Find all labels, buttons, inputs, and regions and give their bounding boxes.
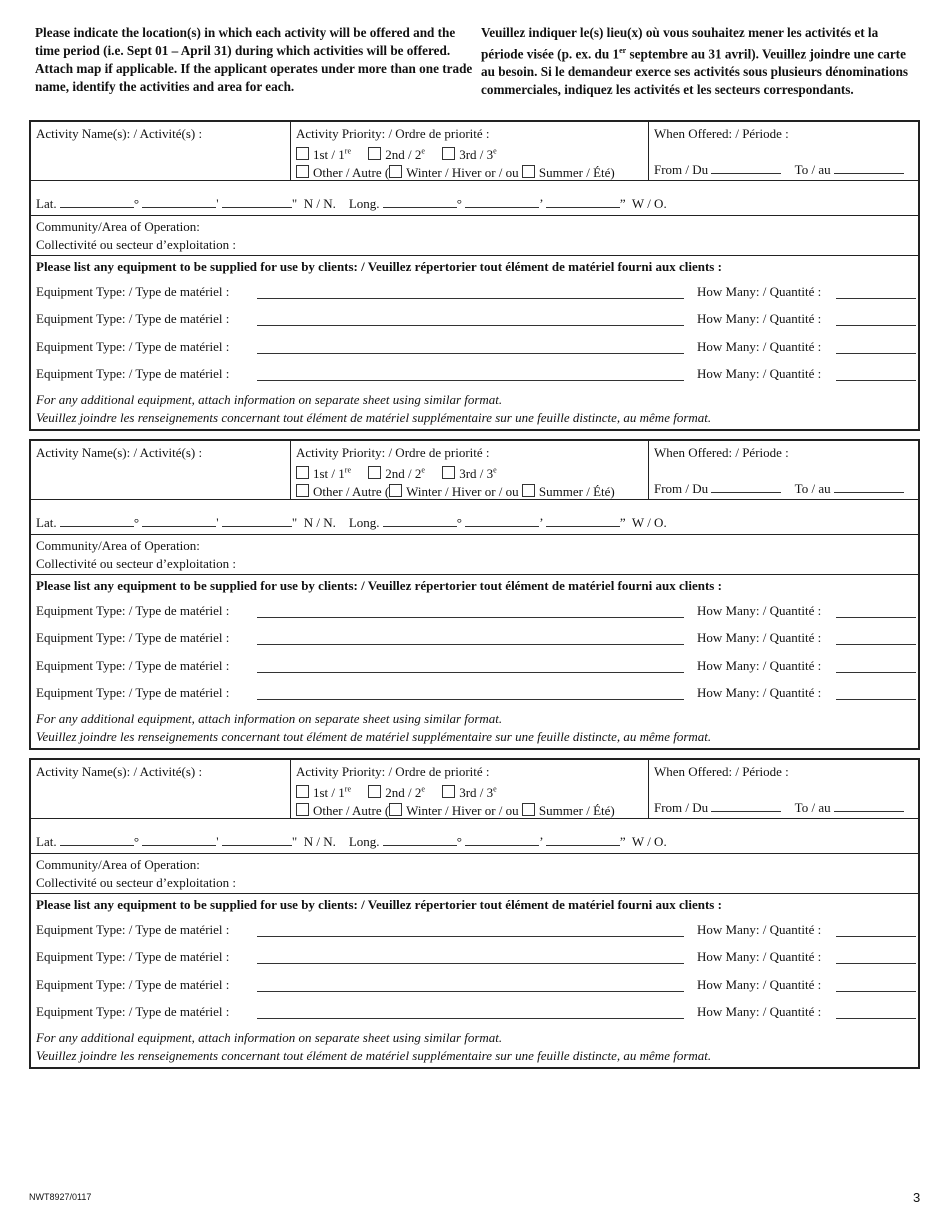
coordinates-row: Lat. ° ' " N / N. Long. ° ’ ” W / O. xyxy=(31,181,918,216)
summer-checkbox[interactable] xyxy=(522,484,535,497)
long-deg-field[interactable] xyxy=(383,844,457,846)
long-min-field[interactable] xyxy=(465,844,539,846)
lat-min-field[interactable] xyxy=(142,844,216,846)
quantity-field[interactable] xyxy=(836,963,916,964)
equipment-section: Please list any equipment to be supplied for use by clients: / Veuillez répertorier tout élément de matériel fourni aux clients : Equipment Type: / Type de matériel : How Many: / Quantité : Equipment Type: / Type de matériel : How Many: / Quantité : Equipment Type: / Type de matériel : How Many: / Quantité : Equipment Type: / Type de matériel : How Many: / Quantité : For any additional equipment, attach information on separate sheet using similar format. Veuillez joindre les renseignements concernant tout élément de matériel supplémentaire sur une feuille distincte, au même format. xyxy=(31,894,918,1067)
priority-first-checkbox[interactable] xyxy=(296,785,309,798)
long-min-field[interactable] xyxy=(465,206,539,208)
priority-second-checkbox[interactable] xyxy=(368,466,381,479)
long-deg-field[interactable] xyxy=(383,206,457,208)
equipment-row: Equipment Type: / Type de matériel : How Many: / Quantité : xyxy=(36,276,913,303)
long-sec-field[interactable] xyxy=(546,525,620,527)
equipment-row: Equipment Type: / Type de matériel : How Many: / Quantité : xyxy=(36,941,913,968)
quantity-field[interactable] xyxy=(836,298,916,299)
winter-checkbox[interactable] xyxy=(389,484,402,497)
priority-second-checkbox[interactable] xyxy=(368,147,381,160)
when-offered-cell: When Offered: / Période : From / Du To / au xyxy=(649,441,920,499)
equipment-row: Equipment Type: / Type de matériel : How Many: / Quantité : xyxy=(36,595,913,622)
summer-checkbox[interactable] xyxy=(522,803,535,816)
equipment-type-field[interactable] xyxy=(257,644,684,645)
priority-third-checkbox[interactable] xyxy=(442,466,455,479)
form-code: NWT8927/0117 xyxy=(29,1192,92,1202)
equipment-type-field[interactable] xyxy=(257,991,684,992)
equipment-type-field[interactable] xyxy=(257,963,684,964)
to-date-field[interactable] xyxy=(834,172,904,174)
activity-block-3 xyxy=(29,758,920,1069)
to-date-field[interactable] xyxy=(834,810,904,812)
equipment-type-field[interactable] xyxy=(257,617,684,618)
activity-name-field[interactable]: Activity Name(s): / Activité(s) : xyxy=(31,441,291,499)
equipment-type-field[interactable] xyxy=(257,699,684,700)
equipment-type-field[interactable] xyxy=(257,353,684,354)
equipment-section: Please list any equipment to be supplied for use by clients: / Veuillez répertorier tout élément de matériel fourni aux clients : Equipment Type: / Type de matériel : How Many: / Quantité : Equipment Type: / Type de matériel : How Many: / Quantité : Equipment Type: / Type de matériel : How Many: / Quantité : Equipment Type: / Type de matériel : How Many: / Quantité : For any additional equipment, attach information on separate sheet using similar format. Veuillez joindre les renseignements concernant tout élément de matériel supplémentaire sur une feuille distincte, au même format. xyxy=(31,256,918,429)
activity-priority-cell: Activity Priority: / Ordre de priorité : 1st / 1re 2nd / 2e 3rd / 3e Other / Autre ( Winter / Hiver or / ou Summer / Été) xyxy=(291,760,649,818)
quantity-field[interactable] xyxy=(836,325,916,326)
quantity-field[interactable] xyxy=(836,617,916,618)
equipment-type-field[interactable] xyxy=(257,325,684,326)
quantity-field[interactable] xyxy=(836,991,916,992)
coordinates-row: Lat. ° ' " N / N. Long. ° ’ ” W / O. xyxy=(31,500,918,535)
quantity-field[interactable] xyxy=(836,1018,916,1019)
from-date-field[interactable] xyxy=(711,491,781,493)
activity-priority-cell: Activity Priority: / Ordre de priorité : 1st / 1re 2nd / 2e 3rd / 3e Other / Autre ( Winter / Hiver or / ou Summer / Été) xyxy=(291,441,649,499)
winter-checkbox[interactable] xyxy=(389,803,402,816)
community-field[interactable]: Community/Area of Operation: Collectivité ou secteur d’exploitation : xyxy=(31,854,918,894)
activity-name-field[interactable]: Activity Name(s): / Activité(s) : xyxy=(31,760,291,818)
quantity-field[interactable] xyxy=(836,672,916,673)
activity-priority-cell: Activity Priority: / Ordre de priorité : 1st / 1re 2nd / 2e 3rd / 3e Other / Autre ( Winter / Hiver or / ou Summer / Été) xyxy=(291,122,649,180)
quantity-field[interactable] xyxy=(836,699,916,700)
activity-block-2 xyxy=(29,439,920,750)
lat-min-field[interactable] xyxy=(142,206,216,208)
equipment-type-field[interactable] xyxy=(257,298,684,299)
equipment-row: Equipment Type: / Type de matériel : How Many: / Quantité : xyxy=(36,677,913,704)
winter-checkbox[interactable] xyxy=(389,165,402,178)
priority-third-checkbox[interactable] xyxy=(442,785,455,798)
long-min-field[interactable] xyxy=(465,525,539,527)
lat-deg-field[interactable] xyxy=(60,844,134,846)
coordinates-row: Lat. ° ' " N / N. Long. ° ’ ” W / O. xyxy=(31,819,918,854)
additional-equipment-note: For any additional equipment, attach information on separate sheet using similar format. Veuillez joindre les renseignements concernant tout élément de matériel supplémentaire sur une feuille distincte, au même format. xyxy=(36,711,712,745)
equipment-row: Equipment Type: / Type de matériel : How Many: / Quantité : xyxy=(36,996,913,1023)
additional-equipment-note: For any additional equipment, attach information on separate sheet using similar format. Veuillez joindre les renseignements concernant tout élément de matériel supplémentaire sur une feuille distincte, au même format. xyxy=(36,1030,712,1064)
lat-deg-field[interactable] xyxy=(60,525,134,527)
long-sec-field[interactable] xyxy=(546,844,620,846)
equipment-row: Equipment Type: / Type de matériel : How Many: / Quantité : xyxy=(36,358,913,385)
page-number: 3 xyxy=(913,1190,921,1205)
equipment-type-field[interactable] xyxy=(257,936,684,937)
equipment-row: Equipment Type: / Type de matériel : How Many: / Quantité : xyxy=(36,914,913,941)
priority-third-checkbox[interactable] xyxy=(442,147,455,160)
intro-french: Veuillez indiquer le(s) lieu(x) où vous souhaitez mener les activités et la période visée (p. ex. du 1er septembre au 31 avril). Veuillez joindre une carte au besoin. Si le demandeur exerce ses activités sous plusieurs dénominations commerciales, indiquez les activités et les secteurs correspondants. xyxy=(481,25,909,98)
activity-name-field[interactable]: Activity Name(s): / Activité(s) : xyxy=(31,122,291,180)
equipment-type-field[interactable] xyxy=(257,1018,684,1019)
when-offered-cell: When Offered: / Période : From / Du To / au xyxy=(649,122,920,180)
equipment-row: Equipment Type: / Type de matériel : How Many: / Quantité : xyxy=(36,650,913,677)
equipment-row: Equipment Type: / Type de matériel : How Many: / Quantité : xyxy=(36,331,913,358)
equipment-row: Equipment Type: / Type de matériel : How Many: / Quantité : xyxy=(36,969,913,996)
community-field[interactable]: Community/Area of Operation: Collectivité ou secteur d’exploitation : xyxy=(31,216,918,256)
when-offered-cell: When Offered: / Période : From / Du To / au xyxy=(649,760,920,818)
summer-checkbox[interactable] xyxy=(522,165,535,178)
from-date-field[interactable] xyxy=(711,172,781,174)
lat-sec-field[interactable] xyxy=(222,844,292,846)
quantity-field[interactable] xyxy=(836,936,916,937)
equipment-row: Equipment Type: / Type de matériel : How Many: / Quantité : xyxy=(36,303,913,330)
equipment-section: Please list any equipment to be supplied for use by clients: / Veuillez répertorier tout élément de matériel fourni aux clients : Equipment Type: / Type de matériel : How Many: / Quantité : Equipment Type: / Type de matériel : How Many: / Quantité : Equipment Type: / Type de matériel : How Many: / Quantité : Equipment Type: / Type de matériel : How Many: / Quantité : For any additional equipment, attach information on separate sheet using similar format. Veuillez joindre les renseignements concernant tout élément de matériel supplémentaire sur une feuille distincte, au même format. xyxy=(31,575,918,748)
from-date-field[interactable] xyxy=(711,810,781,812)
quantity-field[interactable] xyxy=(836,380,916,381)
equipment-row: Equipment Type: / Type de matériel : How Many: / Quantité : xyxy=(36,622,913,649)
priority-other-checkbox[interactable] xyxy=(296,484,309,497)
long-deg-field[interactable] xyxy=(383,525,457,527)
priority-first-checkbox[interactable] xyxy=(296,147,309,160)
priority-other-checkbox[interactable] xyxy=(296,803,309,816)
lat-deg-field[interactable] xyxy=(60,206,134,208)
priority-second-checkbox[interactable] xyxy=(368,785,381,798)
to-date-field[interactable] xyxy=(834,491,904,493)
activity-block-1 xyxy=(29,120,920,431)
lat-min-field[interactable] xyxy=(142,525,216,527)
equipment-type-field[interactable] xyxy=(257,672,684,673)
equipment-type-field[interactable] xyxy=(257,380,684,381)
quantity-field[interactable] xyxy=(836,353,916,354)
lat-sec-field[interactable] xyxy=(222,525,292,527)
long-sec-field[interactable] xyxy=(546,206,620,208)
community-field[interactable]: Community/Area of Operation: Collectivité ou secteur d’exploitation : xyxy=(31,535,918,575)
lat-sec-field[interactable] xyxy=(222,206,292,208)
additional-equipment-note: For any additional equipment, attach information on separate sheet using similar format. Veuillez joindre les renseignements concernant tout élément de matériel supplémentaire sur une feuille distincte, au même format. xyxy=(36,392,712,426)
quantity-field[interactable] xyxy=(836,644,916,645)
priority-other-checkbox[interactable] xyxy=(296,165,309,178)
intro-english: Please indicate the location(s) in which each activity will be offered and the time period (i.e. Sept 01 – April 31) during which activities will be offered. Attach map if applicable. If the applicant operates under more than one trade name, identify the activities and area for each. xyxy=(35,25,473,94)
priority-first-checkbox[interactable] xyxy=(296,466,309,479)
